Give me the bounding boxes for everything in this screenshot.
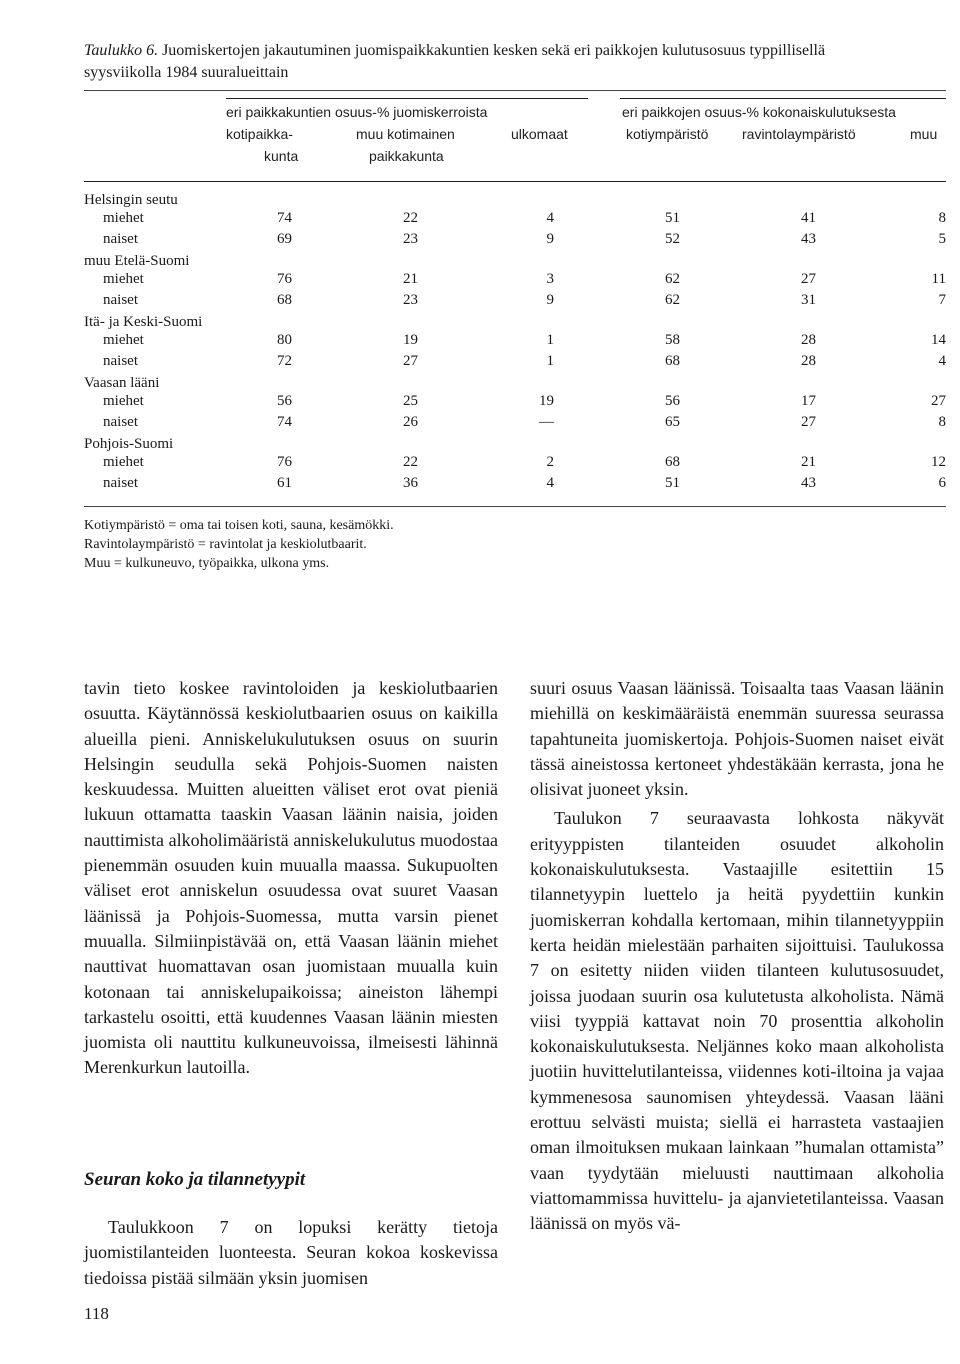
table-cell: 22 [403,210,418,226]
body-paragraph: suuri osuus Vaasan läänissä. Toisaalta taas Vaasan läänin miehillä on keskimääräistä enemmän suuressa seurassa tapahtuneita juomiskertoja. Pohjois-Suomen naiset eivät tässä aineistossa kertoneet yhdestäkään kerrasta, jona he olisivat juoneet yksin. [530,678,944,800]
table-cell: 19 [539,393,554,409]
table-cell: 27 [801,271,816,287]
table-cell: 51 [665,210,680,226]
table-cell: 21 [801,454,816,470]
table-cell: 74 [277,414,292,430]
col-muu-kotimainen-b: paikkakunta [369,148,444,164]
page-number: 118 [84,1304,109,1323]
row-label: miehet [103,332,144,348]
group1-title: eri paikkakuntien osuus-% juomiskerroista [226,104,488,120]
header-bottom-rule [84,181,946,182]
table-cell: 41 [801,210,816,226]
table-cell: — [539,414,554,430]
table-cell: 5 [938,231,946,247]
table-cell: 56 [665,393,680,409]
col-ravintolaymparisto: ravintolaympäristö [742,126,856,142]
table-cell: 65 [665,414,680,430]
col-kotipaikkakunta-b: kunta [264,148,299,164]
table-cell: 58 [665,332,680,348]
col-muu: muu [910,126,938,142]
table-cell: 1 [546,332,554,348]
col-ulkomaat: ulkomaat [511,126,568,142]
table-cell: 4 [546,475,554,491]
table-cell: 14 [931,332,946,348]
row-label: naiset [103,292,138,308]
region-label: Itä- ja Keski-Suomi [84,314,203,330]
table-cell: 76 [277,454,292,470]
table-cell: 36 [403,475,418,491]
row-label: naiset [103,414,138,430]
region-label: muu Etelä-Suomi [84,253,190,269]
row-label: naiset [103,353,138,369]
table-cell: 68 [665,454,680,470]
table-cell: 51 [665,475,680,491]
table-cell: 28 [801,332,816,348]
table-cell: 8 [938,414,946,430]
table-cell: 69 [277,231,292,247]
row-label: miehet [103,271,144,287]
table-cell: 4 [546,210,554,226]
note-kotiymparisto: Kotiympäristö = oma tai toisen koti, sauna, kesämökki. [84,518,394,533]
table-cell: 43 [801,231,816,247]
table-cell: 2 [546,454,554,470]
right-text-column [530,676,944,1237]
caption-label: Taulukko 6. [84,42,159,59]
table-cell: 28 [801,353,816,369]
left-text-column-cont [84,1215,498,1291]
table-cell: 7 [938,292,946,308]
table-cell: 8 [938,210,946,226]
left-text-column [84,676,498,1081]
caption-line1: Juomiskertojen jakautuminen juomispaikkakuntien kesken sekä eri paikkojen kulutusosuus typpillisellä [162,42,826,59]
table-cell: 26 [403,414,418,430]
table-cell: 9 [546,231,554,247]
note-ravintolaymparisto: Ravintolaympäristö = ravintolat ja keskiolutbaarit. [84,537,367,552]
group1-rule [226,98,588,99]
row-label: miehet [103,454,144,470]
note-muu: Muu = kulkuneuvo, työpaikka, ulkona yms. [84,556,330,571]
table-cell: 22 [403,454,418,470]
table-cell: 3 [546,271,554,287]
table-cell: 68 [277,292,292,308]
region-label: Pohjois-Suomi [84,436,174,452]
table-cell: 9 [546,292,554,308]
col-muu-kotimainen-a: muu kotimainen [356,126,455,142]
table-cell: 62 [665,271,680,287]
table-cell: 23 [403,292,418,308]
body-paragraph: tavin tieto koskee ravintoloiden ja keskiolutbaarien osuutta. Käytännössä keskiolutbaarien osuus on kaikilla alueilla pieni. Anniskelukulutuksen osuus on suurin Helsingin seudulla sekä Pohjois-Suomen naisten keskuudessa. Muitten alueitten väliset erot ovat pieniä lukuun ottamatta taaskin Vaasan läänin naisia, joiden nauttimista alkoholimääristä anniskelukulutus muodostaa pienemmän osuuden kuin muualla maassa. Sukupuolten väliset erot anniskelun osuudessa ovat suuret Vaasan läänissä ja Pohjois-Suomessa, mutta varsin pienet muualla. Silmiinpistävää on, että Vaasan läänin miehet nauttivat huomattavan osan juomistaan muualla kuin kotonaan tai anniskelupaikoissa; aineiston lähempi tarkastelu osoitti, että kuudennes Vaasan läänin miesten juomista oli nauttitu kulkuneuvoissa, ilmeisesti lähinnä Merenkurkun lautoilla. [84,678,498,1078]
table-cell: 25 [403,393,418,409]
table-cell: 62 [665,292,680,308]
table-cell: 56 [277,393,292,409]
table-cell: 72 [277,353,292,369]
group2-title: eri paikkojen osuus-% kokonaiskulutuksesta [622,104,896,120]
region-label: Vaasan lääni [84,375,160,391]
table-cell: 27 [403,353,418,369]
body-paragraph: Taulukkoon 7 on lopuksi kerätty tietoja juomistilanteiden luonteesta. Seuran kokoa koskevissa tiedoissa pistää silmään yksin juomisen [84,1217,498,1288]
col-kotiymparisto: kotiympäristö [626,126,709,142]
table-top-rule [84,90,946,91]
table-cell: 27 [931,393,946,409]
table-cell: 4 [938,353,946,369]
row-label: naiset [103,231,138,247]
region-label: Helsingin seutu [84,192,178,208]
table-cell: 19 [403,332,418,348]
table-cell: 6 [938,475,946,491]
table-cell: 52 [665,231,680,247]
table-caption [84,40,960,84]
table-cell: 68 [665,353,680,369]
group2-rule [620,98,946,99]
table-cell: 80 [277,332,292,348]
table-cell: 21 [403,271,418,287]
table-cell: 31 [801,292,816,308]
table-cell: 74 [277,210,292,226]
row-label: miehet [103,210,144,226]
table-cell: 76 [277,271,292,287]
table-bottom-rule [84,506,946,507]
table-cell: 23 [403,231,418,247]
row-label: naiset [103,475,138,491]
table-cell: 27 [801,414,816,430]
table-cell: 17 [801,393,816,409]
table-cell: 1 [546,353,554,369]
caption-line2: syysviikolla 1984 suuralueittain [84,64,289,81]
body-paragraph: Taulukon 7 seuraavasta lohkosta näkyvät erityyppisten tilanteiden osuudet alkoholin kokonaiskulutuksesta. Vastaajille esitettiin 15 tilannetyypin luettelo ja heitä pyydettiin kunkin juomiskerran kohdalla kertomaan, mihin tilannetyyppiin kerta heidän mielestään parhaiten sijoittuisi. Taulukossa 7 on esitetty niiden viiden tilanteen kulutusosuudet, joissa juodaan suurin osa kulutetusta alkoholista. Nämä viisi tyyppiä kattavat noin 70 prosenttia alkoholin kokonaiskulutuksesta. Neljännes koko maan alkoholista juotiin huvittelutilanteissa, viidennes koti-iltoina ja vajaa kymmenesosa saunomisen yhteydessä. Vaasan lääni erottuu selvästi muista; siellä ei harrasteta vastaajien oman ilmoituksen mukaan lainkaan ”humalan ottamista” vaan tyydytään mieluusti nauttimaan alkoholia viattomammissa huvittelu- ja ajanvietetilanteissa. Vaasan läänissä on myös vä- [530,808,944,1234]
table-cell: 11 [931,271,946,287]
section-heading: Seuran koko ja tilannetyypit [84,1169,306,1190]
row-label: miehet [103,393,144,409]
col-kotipaikkakunta-a: kotipaikka- [226,126,293,142]
table-cell: 12 [931,454,946,470]
table-cell: 61 [277,475,292,491]
table-cell: 43 [801,475,816,491]
